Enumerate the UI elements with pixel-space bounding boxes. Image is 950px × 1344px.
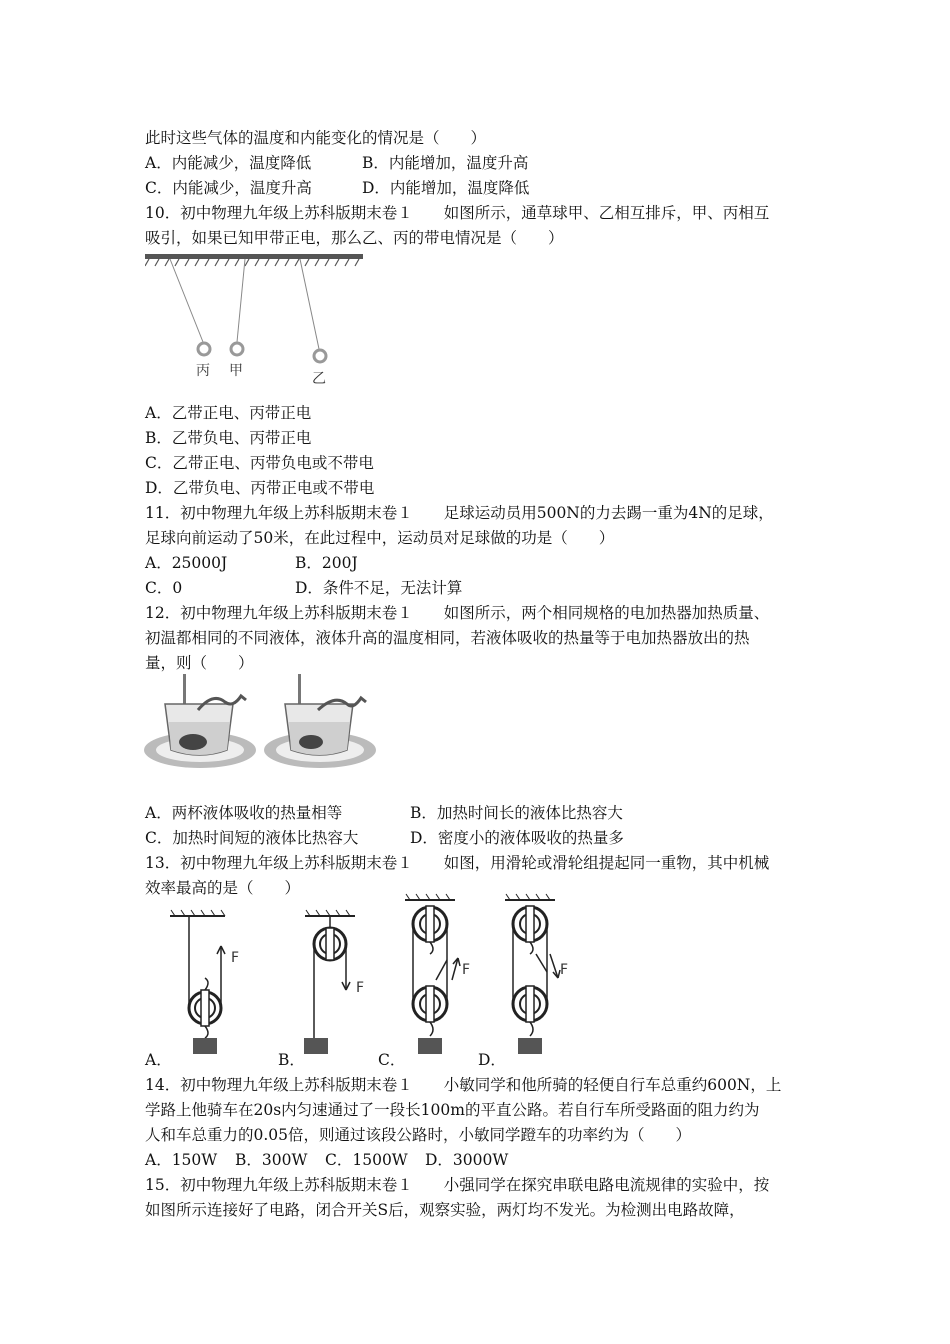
q11-option-d: D．条件不足，无法计算 [295, 579, 463, 597]
q12-stem-line2: 初温都相同的不同液体，液体升高的温度相同，若液体吸收的热量等于电加热器放出的热 [145, 629, 750, 647]
q10-figure-hanging-balls [145, 252, 365, 387]
q14-option-d: D．3000W [425, 1151, 509, 1169]
q12-option-d: D．密度小的液体吸收的热量多 [410, 829, 624, 847]
q13-stem-line1: 13．初中物理九年级上苏科版期末卷１ 如图，用滑轮或滑轮组提起同一重物，其中机械 [145, 854, 770, 872]
q14-stem-line1: 14．初中物理九年级上苏科版期末卷１ 小敏同学和他所骑的轻便自行车总重约600N，上 [145, 1076, 782, 1094]
q14-stem-line3: 人和车总重力的0.05倍，则通过该段公路时，小敏同学蹬车的功率约为（ ） [145, 1126, 692, 1144]
q15-stem-line2: 如图所示连接好了电路，闭合开关S后，观察实验，两灯均不发光。为检测出电路故障， [145, 1201, 745, 1219]
label-bing: 丙 [196, 363, 210, 379]
q10-option-c: C．乙带正电、丙带负电或不带电 [145, 454, 374, 472]
q9-option-d: D．内能增加，温度降低 [362, 179, 530, 197]
q11-option-a: A．25000J [145, 554, 228, 572]
q12-option-b: B．加热时间长的液体比热容大 [410, 804, 623, 822]
q13-option-a: A． [145, 1051, 172, 1069]
q13-option-d: D． [478, 1051, 506, 1069]
q13-figure-pulley-a [165, 908, 265, 1058]
q12-figure-two-beakers [143, 672, 383, 782]
q11-stem-line2: 足球向前运动了50米，在此过程中，运动员对足球做的功是（ ） [145, 529, 615, 547]
q13-option-b: B． [278, 1051, 305, 1069]
q9-stem: 此时这些气体的温度和内能变化的情况是（ ） [145, 129, 487, 147]
q11-option-c: C．0 [145, 579, 183, 597]
q11-stem-line1: 11．初中物理九年级上苏科版期末卷１ 足球运动员用500N的力去踢一重为4N的足球， [145, 504, 774, 522]
q14-option-b: B．300W [235, 1151, 308, 1169]
q14-option-a: A．150W [145, 1151, 218, 1169]
label-yi: 乙 [312, 371, 326, 387]
q13-option-c: C． [378, 1051, 406, 1069]
q11-option-b: B．200J [295, 554, 358, 572]
force-label-c: F [462, 962, 471, 978]
q10-option-a: A．乙带正电、丙带正电 [145, 404, 312, 422]
q13-figure-pulley-c [400, 892, 490, 1062]
q12-option-c: C．加热时间短的液体比热容大 [145, 829, 359, 847]
q15-stem-line1: 15．初中物理九年级上苏科版期末卷１ 小强同学在探究串联电路电流规律的实验中，按 [145, 1176, 770, 1194]
force-label-a: F [231, 950, 240, 966]
q13-figure-pulley-b [300, 908, 390, 1058]
q13-figure-pulley-d [500, 892, 590, 1062]
q12-option-a: A．两杯液体吸收的热量相等 [145, 804, 343, 822]
q10-stem-line1: 10．初中物理九年级上苏科版期末卷１ 如图所示，通草球甲、乙相互排斥，甲、丙相互 [145, 204, 770, 222]
q13-stem-line2: 效率最高的是（ ） [145, 879, 301, 897]
force-label-d: F [560, 962, 569, 978]
q9-option-a: A．内能减少，温度降低 [145, 154, 312, 172]
q12-stem-line1: 12．初中物理九年级上苏科版期末卷１ 如图所示，两个相同规格的电加热器加热质量、 [145, 604, 770, 622]
force-label-b: F [356, 980, 365, 996]
q9-option-b: B．内能增加，温度升高 [362, 154, 529, 172]
q14-option-c: C．1500W [325, 1151, 408, 1169]
q10-option-b: B．乙带负电、丙带正电 [145, 429, 312, 447]
q14-stem-line2: 学路上他骑车在20s内匀速通过了一段长100m的平直公路。若自行车所受路面的阻力约为 [145, 1101, 760, 1119]
label-jia: 甲 [229, 363, 243, 379]
q12-stem-line3: 量，则（ ） [145, 654, 254, 672]
q10-option-d: D．乙带负电、丙带正电或不带电 [145, 479, 375, 497]
q9-option-c: C．内能减少，温度升高 [145, 179, 312, 197]
q10-stem-line2: 吸引，如果已知甲带正电，那么乙、丙的带电情况是（ ） [145, 229, 564, 247]
